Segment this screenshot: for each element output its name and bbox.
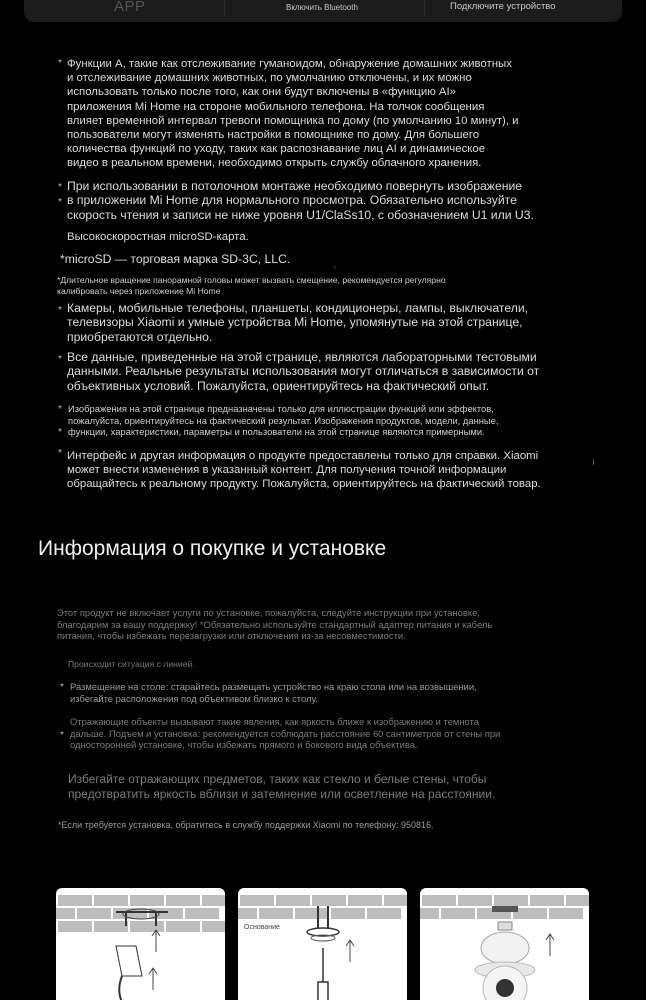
note-rotation-calibration: *Длительное вращение панорамной головы может вызвать смещение, рекомендуется регулярно калибровать через приложение Mi Home: [57, 275, 446, 296]
asterisk-icon: *: [60, 730, 64, 741]
asterisk-icon: *: [58, 58, 62, 69]
connect-step-label: Подключите устройство: [450, 1, 556, 12]
note-ai-functions: Функции A, такие как отслеживание гуманоидом, обнаружение домашних животных и отслеживание домашних животных, по умолчанию отключены, и их можно использовать только после того, как они будут включены в «функцию AI» приложения Mi Home на стороне мобильного телефона. На толчок сообщения влияет временной интервал тревоги помощника по дому (по умолчанию 10 минут), и пользователи могут изменять настройки в помощнике по дому. Для большего количества функций по уходу, таких как распознавание лиц AI и динамическое видео в реальном времени, необходимо открыть службу облачного хранения.: [67, 58, 519, 170]
note-lab-data: Все данные, приведенные на этой странице, являются лабораторными тестовыми данными. Реальные результаты использования могут отличаться в зависимости от объективных условий. Пожалуйста, ориентируйтесь на фактический опыт.: [67, 350, 540, 393]
divider: [224, 0, 225, 16]
table-placement: Размещение на столе: старайтесь размещать устройство на краю стола или на возвышении, избегайте расположения под объективом близко к столу.: [70, 681, 477, 704]
install-diagram-2: [238, 888, 407, 1000]
install-intro: Этот продукт не включает услуги по установке, пожалуйста, следуйте инструкции при установке, благодарим за вашу поддержку! *Обязательно используйте стандартный адаптер питания и кабель питания, чтобы избежать перезагрузки или отключения из-за несовместимости.: [57, 607, 493, 642]
note-microsd-trademark: *microSD — торговая марка SD-3C, LLC.: [60, 252, 291, 266]
top-app-bar: [24, 0, 622, 22]
dot-icon: ◦: [333, 262, 337, 272]
install-diagram-3: [420, 888, 589, 1000]
note-sold-separately: Камеры, мобильные телефоны, планшеты, кондиционеры, лампы, выключатели, телевизоры Xiaomi и умные устройства Mi Home, упомянутые на этой странице, приобретаются отдельно.: [67, 301, 529, 344]
divider: [424, 0, 425, 16]
asterisk-icon: *: [58, 197, 62, 208]
asterisk-icon: *: [58, 305, 62, 316]
asterisk-icon: *: [58, 427, 62, 438]
drill-illustration: [56, 888, 225, 1000]
avoid-reflective: Избегайте отражающих предметов, таких как стекло и белые стены, чтобы предотвратить яркость вблизи и затемнение или осветление на расстоянии.: [68, 772, 496, 801]
asterisk-icon: *: [58, 354, 62, 365]
asterisk-icon: *: [58, 404, 62, 415]
note-ceiling-mount: При использовании в потолочном монтаже необходимо повернуть изображение в приложении Mi Home для нормального просмотра. Обязательно используйте скорость чтения и записи не ниже уровня U1/ClaSs10, с обозначением U1 или U3.: [67, 179, 534, 222]
app-label: APP: [114, 0, 146, 15]
note-interface-reference: Интерфейс и другая информация о продукте предоставлены только для справки. Xiaomi может внести изменения в указанный контент. Для получения точной информации обращайтесь к реальному продукту. Пожалуйста, ориентируйтесь на фактический товар.: [67, 450, 541, 491]
asterisk-icon: *: [58, 182, 62, 193]
asterisk-icon: *: [58, 448, 62, 459]
bluetooth-step-label: Включить Bluetooth: [286, 3, 358, 12]
install-diagram-1: [56, 888, 225, 1000]
asterisk-icon: *: [60, 682, 64, 693]
line-situation: Происходит ситуация с линией.: [68, 659, 195, 669]
reflective-objects: Отражающие объекты вызывают такие явления, как яркость ближе к изображению и темнота дальше. Подъем и установка: рекомендуется соблюдать расстояние 60 сантиметров от стены при односторонней установке, чтобы избежать прямого и бокового вида объектива.: [70, 716, 501, 751]
note-images-illustrative: Изображения на этой странице предназначены только для иллюстрации функций или эффектов, пожалуйста, ориентируйтесь на фактический результат. Изображения продуктов, модели, данные, функции, характеристики, параметры и пользователи на этой странице являются примерными.: [68, 403, 499, 438]
mount-base-illustration: [238, 888, 407, 1000]
camera-mounted-illustration: [420, 888, 589, 1000]
note-microsd-card: Высокоскоростная microSD-карта.: [67, 231, 249, 243]
support-phone: *Если требуется установка, обратитесь в службу поддержки Xiaomi по телефону: 950816.: [58, 820, 434, 830]
base-label: Основание: [244, 924, 280, 931]
dot-icon: ı: [592, 456, 596, 468]
section-title: Информация о покупке и установке: [38, 537, 387, 560]
